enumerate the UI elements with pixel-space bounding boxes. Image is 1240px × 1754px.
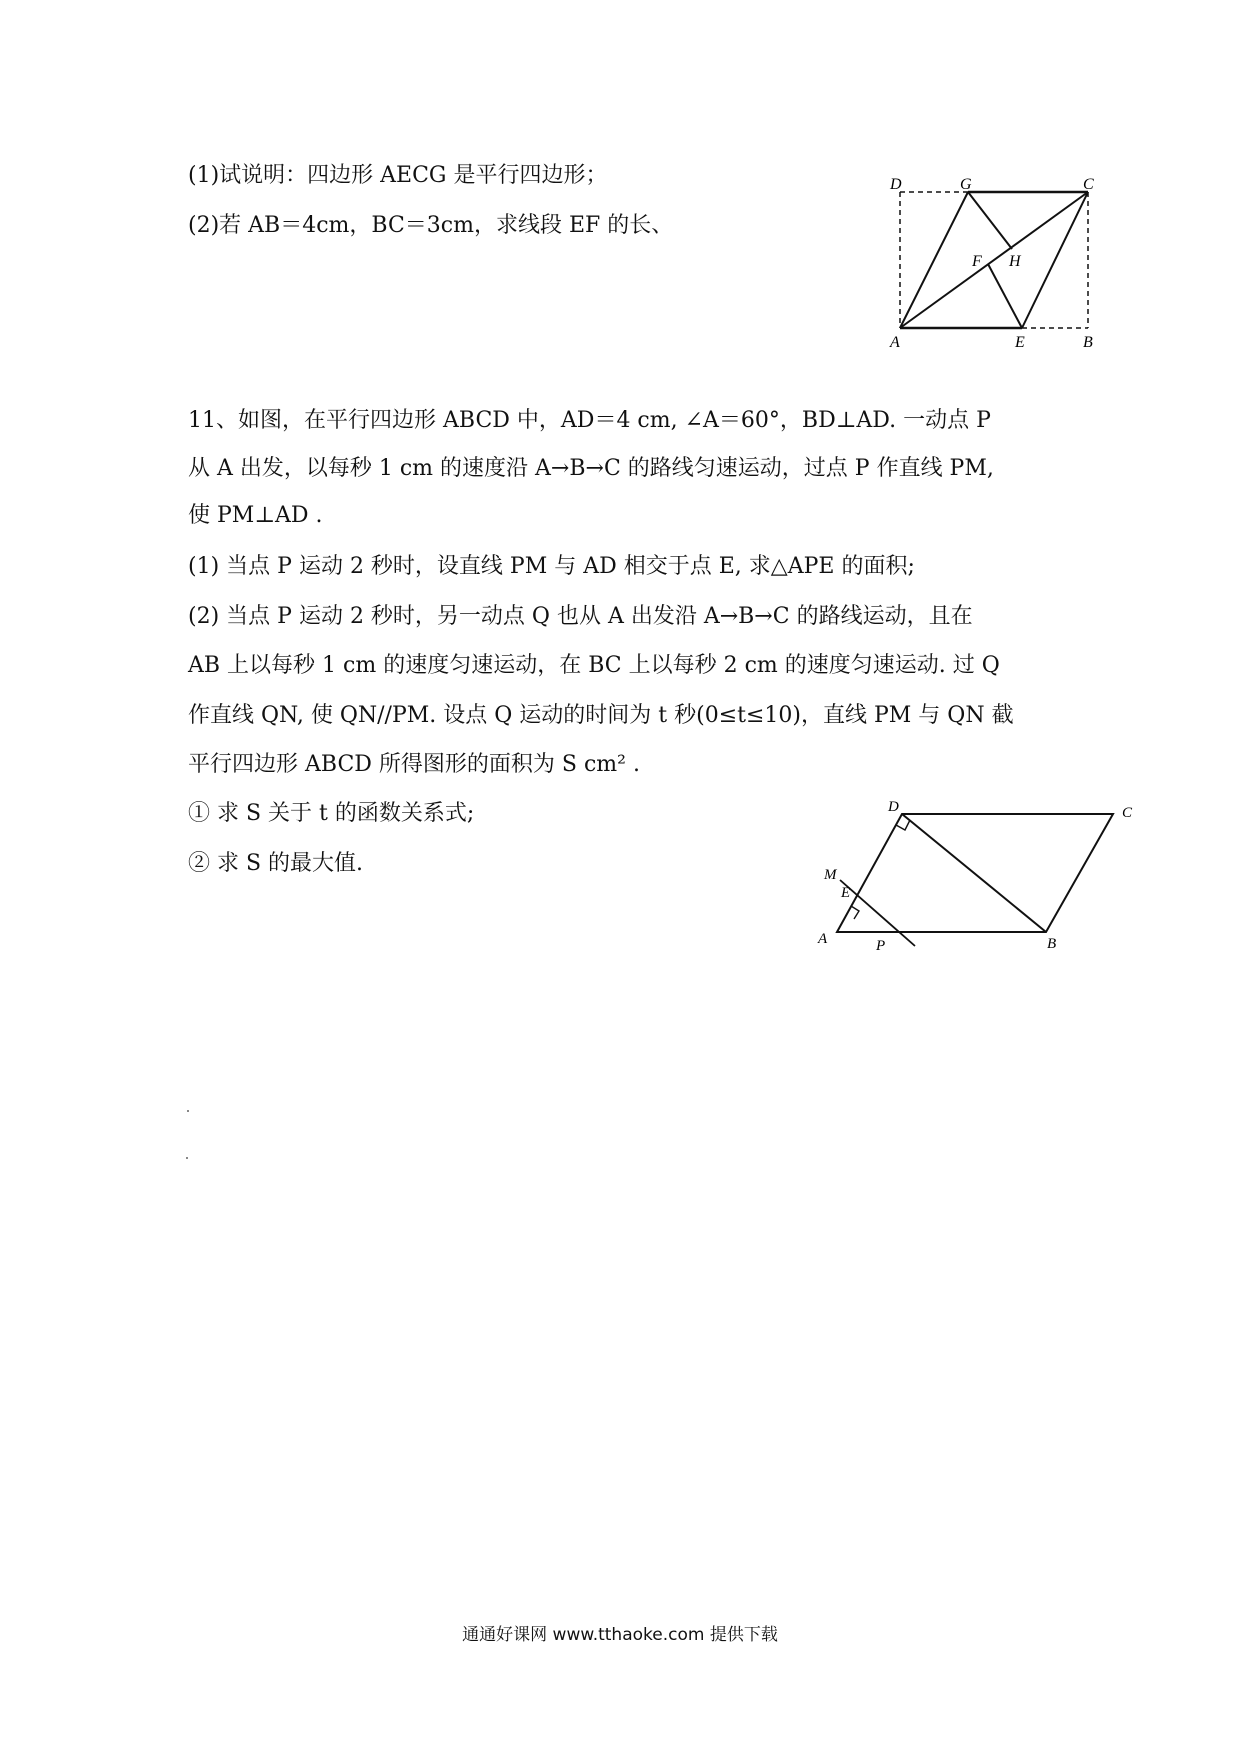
q10-part1: (1)试说明：四边形 AECG 是平行四边形； (188, 163, 608, 188)
q10-label-f: F (972, 253, 982, 270)
q10-label-d: D (890, 176, 902, 193)
q10-label-e: E (1015, 334, 1025, 351)
q11-label-a: A (818, 931, 828, 947)
q10-seg-ac (900, 192, 1088, 328)
q11-line4: (1) 当点 P 运动 2 秒时，设直线 PM 与 AD 相交于点 E, 求△APE 的面积; (188, 554, 915, 579)
q10-label-h: H (1009, 253, 1021, 270)
q10-label-b: B (1083, 334, 1093, 351)
q11-line7: 作直线 QN, 使 QN//PM. 设点 Q 运动的时间为 t 秒(0≤t≤10)，直线 PM 与 QN 截 (188, 703, 1014, 728)
q11-label-d: D (888, 799, 899, 815)
q11-label-p: P (876, 938, 886, 954)
q11-line2: 从 A 出发，以每秒 1 cm 的速度沿 A→B→C 的路线匀速运动，过点 P 作直线 PM, (188, 456, 994, 481)
q10-label-a: A (890, 334, 900, 351)
q11-line5: (2) 当点 P 运动 2 秒时，另一动点 Q 也从 A 出发沿 A→B→C 的路线运动，且在 (188, 604, 973, 629)
q11-sub2: ② 求 S 的最大值. (188, 851, 364, 876)
q10-seg-gh (968, 192, 1012, 249)
q11-label-b: B (1047, 936, 1057, 952)
q10-label-g: G (960, 176, 972, 193)
q11-line8: 平行四边形 ABCD 所得图形的面积为 S cm² . (188, 752, 640, 777)
q10-seg-ec (1022, 192, 1088, 328)
q11-label-e: E (841, 885, 851, 901)
q11-diagonal-bd (902, 814, 1046, 932)
q10-seg-ag (900, 192, 968, 328)
q11-line1: 11、如图，在平行四边形 ABCD 中，AD＝4 cm, ∠A＝60°，BD⊥AD. 一动点 P (188, 408, 991, 433)
q11-label-m: M (824, 867, 837, 883)
footer-credit: 通通好课网 www.tthaoke.com 提供下载 (462, 1625, 778, 1645)
q11-line6: AB 上以每秒 1 cm 的速度匀速运动，在 BC 上以每秒 2 cm 的速度匀速运动. 过 Q (188, 653, 1000, 678)
scan-speck (186, 1157, 188, 1159)
q10-seg-fe (988, 264, 1022, 328)
q10-label-c: C (1083, 176, 1094, 193)
q11-label-c: C (1122, 805, 1133, 821)
scan-speck (187, 1110, 189, 1112)
q11-sub1: ① 求 S 关于 t 的函数关系式; (188, 801, 475, 826)
q11-line3: 使 PM⊥AD . (188, 503, 323, 528)
q11-figure (810, 800, 1140, 960)
q11-right-angle-e (851, 906, 859, 919)
q11-line-pm (840, 880, 915, 946)
q10-part2: (2)若 AB＝4cm，BC＝3cm，求线段 EF 的长、 (188, 213, 674, 238)
q10-figure (890, 176, 1120, 351)
